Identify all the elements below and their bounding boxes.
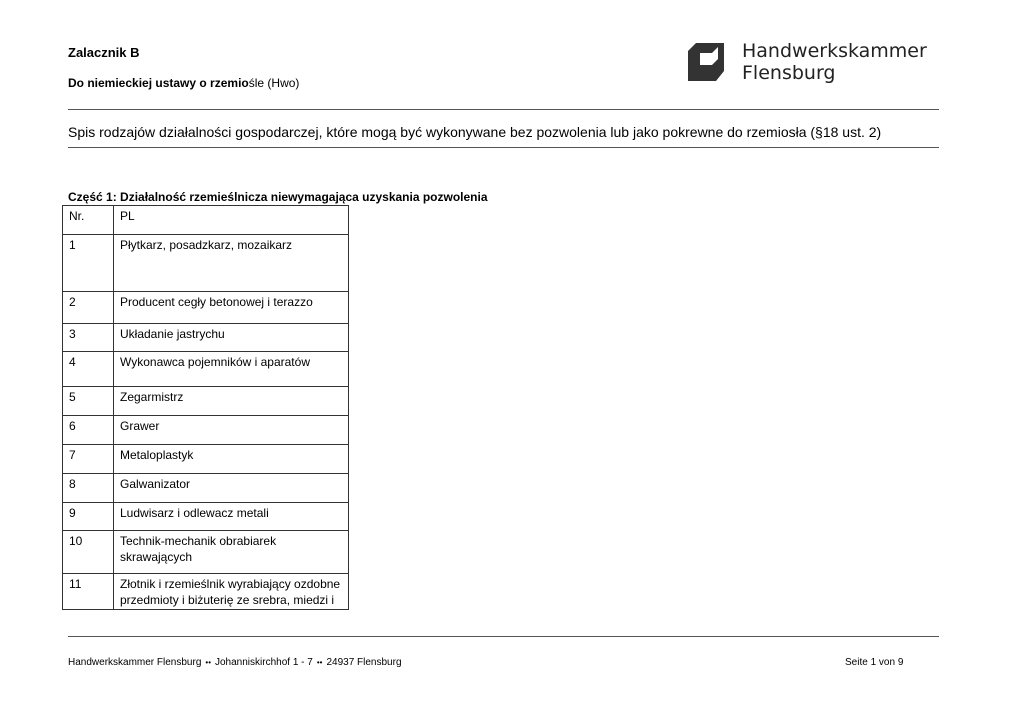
row-nr: 2: [63, 292, 114, 324]
row-pl: Płytkarz, posadzkarz, mozaikarz: [114, 235, 349, 292]
row-nr: 1: [63, 235, 114, 292]
table-row: [63, 474, 349, 503]
bullet-icon: ••: [316, 658, 323, 667]
section-title: Część 1: Działalność rzemieślnicza niewymagająca uzyskania pozwolenia: [68, 190, 488, 204]
document-heading: Spis rodzajów działalności gospodarczej, które mogą być wykonywane bez pozwolenia lub jako pokrewne do rzemiosła (§18 ust. 2): [68, 124, 882, 140]
hwk-logo: [688, 40, 927, 84]
table-row: [63, 445, 349, 474]
table-row: [63, 416, 349, 445]
row-nr: 11: [63, 574, 114, 610]
row-pl: Metaloplastyk: [114, 445, 349, 474]
hwk-cube-logo-icon: [688, 43, 724, 81]
table-row: [63, 324, 349, 352]
row-pl: Technik-mechanik obrabiarek skrawających: [114, 531, 349, 574]
annex-title: Zalacznik B: [68, 45, 140, 60]
table-row: [63, 574, 349, 610]
column-header-pl: PL: [114, 206, 349, 235]
row-nr: 9: [63, 503, 114, 531]
header-divider: [68, 109, 939, 110]
footer-address: [68, 657, 402, 668]
table-row: [63, 352, 349, 387]
subtitle-rest: śle (Hwo): [248, 76, 300, 90]
row-nr: 7: [63, 445, 114, 474]
row-nr: 3: [63, 324, 114, 352]
table-header-row: [63, 206, 349, 235]
table-row: [63, 235, 349, 292]
column-header-nr: Nr.: [63, 206, 114, 235]
crafts-table: [62, 205, 349, 610]
heading-divider: [68, 147, 939, 148]
table-row: [63, 531, 349, 574]
footer-org: Handwerkskammer Flensburg: [68, 657, 202, 668]
document-subtitle: [68, 76, 299, 90]
row-pl: Układanie jastrychu: [114, 324, 349, 352]
row-nr: 4: [63, 352, 114, 387]
table-row: [63, 292, 349, 324]
row-nr: 6: [63, 416, 114, 445]
row-nr: 8: [63, 474, 114, 503]
footer-street: Johanniskirchhof 1 - 7: [215, 657, 313, 668]
bullet-icon: ••: [205, 658, 211, 667]
row-pl: Zegarmistrz: [114, 387, 349, 416]
row-pl: Galwanizator: [114, 474, 349, 503]
logo-line1: Handwerkskammer: [742, 40, 927, 62]
row-pl: Producent cegły betonowej i terazzo: [114, 292, 349, 324]
footer-divider: [68, 636, 939, 637]
logo-line2: Flensburg: [742, 62, 836, 84]
row-pl: Ludwisarz i odlewacz metali: [114, 503, 349, 531]
footer-city: 24937 Flensburg: [326, 657, 402, 668]
row-pl: Złotnik i rzemieślnik wyrabiający ozdobne przedmioty i biżuterię ze srebra, miedzi i: [114, 574, 349, 610]
row-nr: 5: [63, 387, 114, 416]
row-pl: Wykonawca pojemników i aparatów: [114, 352, 349, 387]
row-pl: Grawer: [114, 416, 349, 445]
table-row: [63, 387, 349, 416]
row-nr: 10: [63, 531, 114, 574]
page-number: Seite 1 von 9: [845, 657, 904, 668]
table-row: [63, 503, 349, 531]
subtitle-bold: Do niemieckiej ustawy o rzemio: [68, 76, 249, 90]
